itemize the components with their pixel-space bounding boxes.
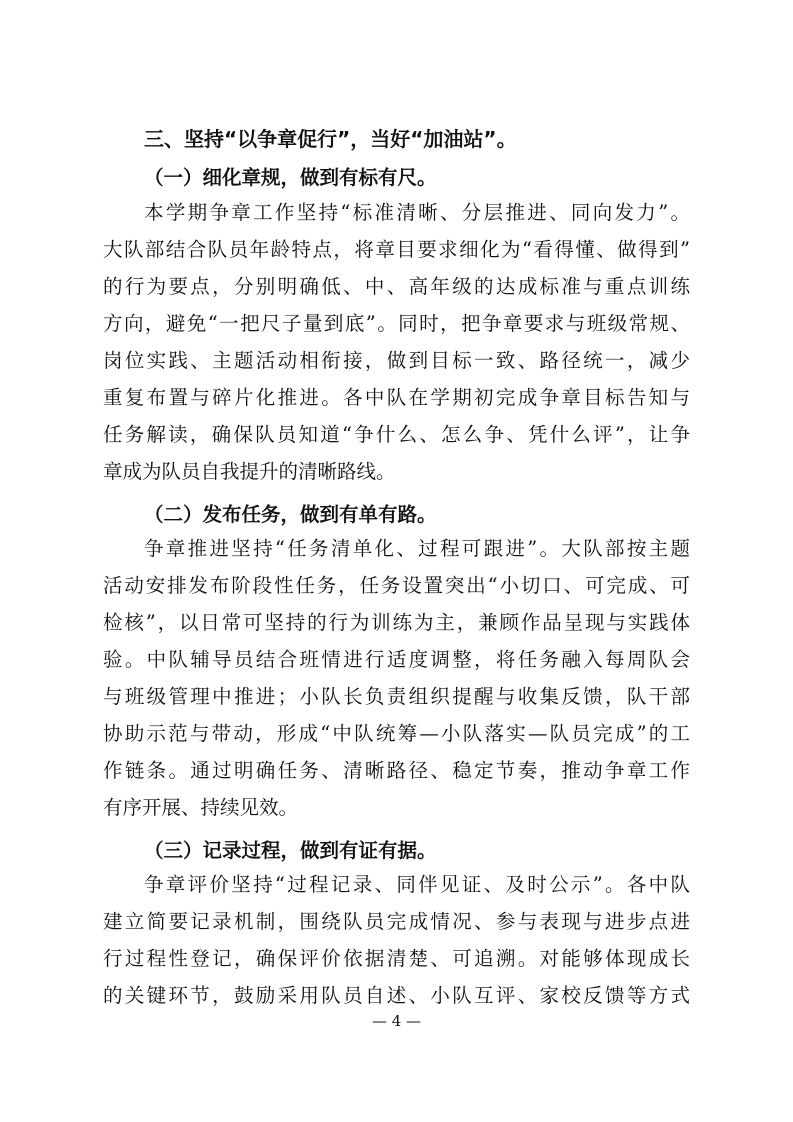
page-number: — 4 — (371, 1012, 422, 1030)
paragraph-line: 验。中队辅导员结合班情进行适度调整，将任务融入每周队会 (103, 648, 690, 671)
paragraph-line: 重复布置与碎片化推进。各中队在学期初完成争章目标告知与 (103, 386, 690, 409)
paragraph-line: 大队部结合队员年龄特点，将章目要求细化为“看得懂、做得到” (103, 238, 690, 261)
paragraph-line: 任务解读，确保队员知道“争什么、怎么争、凭什么评”，让争 (103, 423, 690, 446)
paragraph-line: 争章推进坚持“任务清单化、过程可跟进”。大队部按主题 (144, 537, 690, 560)
paragraph-line: 活动安排发布阶段性任务，任务设置突出“小切口、可完成、可 (103, 574, 690, 597)
paragraph-line: 协助示范与带动，形成“中队统筹—小队落实—队员完成”的工 (103, 722, 690, 745)
subsection-title-3: （三）记录过程，做到有证有据。 (144, 839, 437, 862)
section-heading: 三、坚持“以争章促行”，当好“加油站”。 (144, 127, 517, 151)
paragraph-line: 行过程性登记，确保评价依据清楚、可追溯。对能够体现成长 (103, 947, 690, 970)
paragraph-line: 岗位实践、主题活动相衔接，做到目标一致、路径统一，减少 (103, 349, 690, 372)
paragraph-line: 方向，避免“一把尺子量到底”。同时，把争章要求与班级常规、 (103, 312, 690, 335)
paragraph-line: 有序开展、持续见效。 (103, 796, 299, 819)
paragraph-line: 的关键环节，鼓励采用队员自述、小队互评、家校反馈等方式 (103, 984, 690, 1007)
paragraph-line: 与班级管理中推进；小队长负责组织提醒与收集反馈，队干部 (103, 685, 690, 708)
paragraph-line: 本学期争章工作坚持“标准清晰、分层推进、同向发力”。 (144, 201, 690, 224)
paragraph-line: 建立简要记录机制，围绕队员完成情况、参与表现与进步点进 (103, 910, 690, 933)
paragraph-line: 检核”，以日常可坚持的行为训练为主，兼顾作品呈现与实践体 (103, 611, 690, 634)
subsection-title-1: （一）细化章规，做到有标有尺。 (144, 166, 437, 189)
subsection-title-2: （二）发布任务，做到有单有路。 (144, 503, 437, 526)
paragraph-line: 作链条。通过明确任务、清晰路径、稳定节奏，推动争章工作 (103, 759, 690, 782)
paragraph-line: 章成为队员自我提升的清晰路线。 (103, 460, 396, 483)
paragraph-line: 争章评价坚持“过程记录、同伴见证、及时公示”。各中队 (144, 873, 690, 896)
paragraph-line: 的行为要点，分别明确低、中、高年级的达成标准与重点训练 (103, 275, 690, 298)
